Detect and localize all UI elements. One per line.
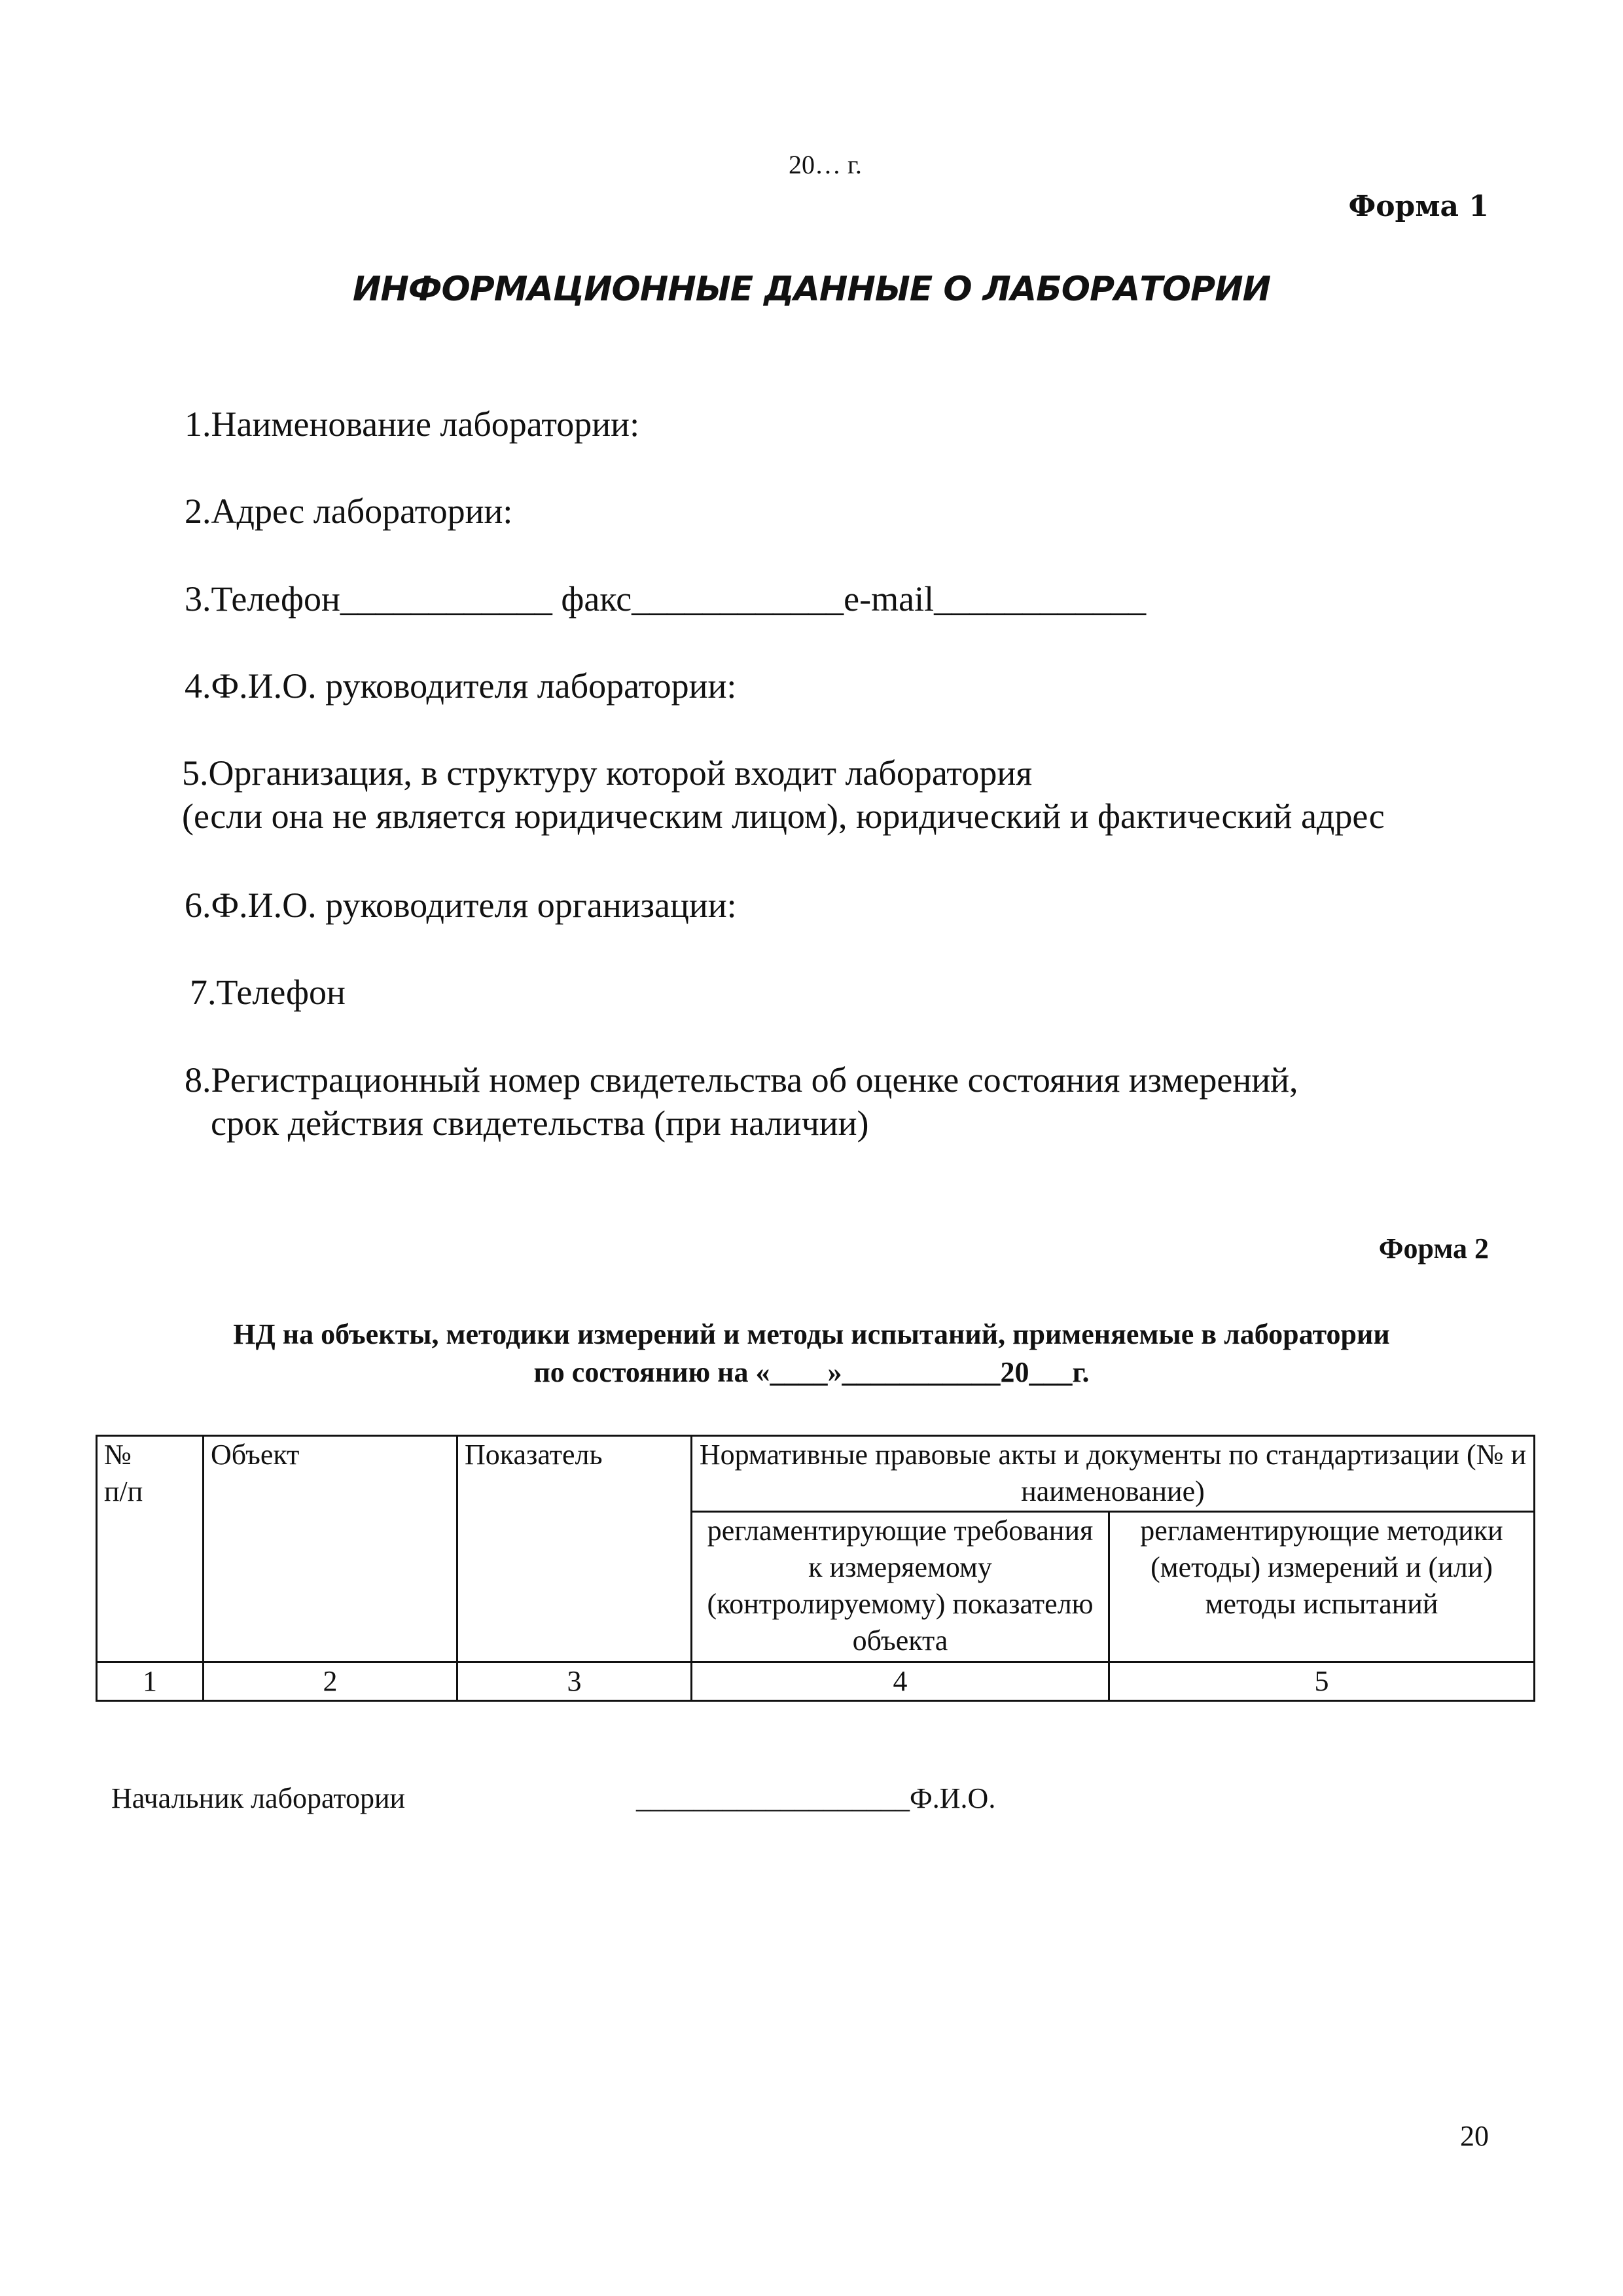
number-cell-2: 2 [204,1662,457,1701]
number-cell-1: 1 [97,1662,204,1701]
form1-item-contacts: 3.Телефон____________ факс____________e-mail____________ [185,579,1147,619]
table-number-row [97,1662,1535,1701]
number-cell-3: 3 [457,1662,692,1701]
form1-item-certificate [185,1058,1298,1145]
form1-item-certificate-line1: 8.Регистрационный номер свидетельства об оценке состояния измерений, [185,1060,1298,1100]
form2-title [0,1316,1623,1391]
header-cell-num: № п/п [97,1436,204,1662]
form1-item-organization-line2: (если она не является юридическим лицом), юридический и фактический адрес [182,797,1385,836]
form2-title-line2: по состоянию на «____»___________20___г. [533,1356,1090,1388]
document-year: 20… г. [789,150,862,179]
form1-item-org-head: 6.Ф.И.О. руководителя организации: [185,886,737,925]
number-cell-5: 5 [1109,1662,1535,1701]
form1-item-organization-line1: 5.Организация, в структуру которой входит лаборатория [182,753,1033,793]
form2-label: Форма 2 [1378,1232,1489,1265]
form1-item-lab-address: 2.Адрес лаборатории: [185,492,513,531]
form1-item-lab-name: 1.Наименование лаборатории: [185,404,640,444]
header-cell-docs-requirements: регламентирующие требования к измеряемому (контролируемому) показателю объекта [692,1512,1109,1662]
form1-label: Форма 1 [1348,190,1489,223]
form1-item-certificate-line2: срок действия свидетельства (при наличии) [211,1103,869,1143]
nd-table [96,1435,1535,1702]
form1-item-organization [182,751,1385,838]
signature-line: ___________________Ф.И.О. [636,1782,996,1814]
number-cell-4: 4 [692,1662,1109,1701]
header-cell-indicator: Показатель [457,1436,692,1662]
header-cell-object: Объект [204,1436,457,1662]
form1-item-lab-head: 4.Ф.И.О. руководителя лаборатории: [185,666,737,706]
header-cell-docs: Нормативные правовые акты и документы по стандартизации (№ и наименование) [692,1436,1535,1512]
page-number: 20 [1460,2120,1489,2152]
signature-label: Начальник лаборатории [111,1782,406,1814]
form1-title: ИНФОРМАЦИОННЫЕ ДАННЫЕ О ЛАБОРАТОРИИ [352,270,1271,309]
form2-title-line1: НД на объекты, методики измерений и методы испытаний, применяемые в лаборатории [233,1318,1390,1350]
form1-item-phone: 7.Телефон [190,973,346,1012]
table-header-row [97,1436,1535,1512]
header-cell-docs-methods: регламентирующие методики (методы) измерений и (или) методы испытаний [1109,1512,1535,1662]
